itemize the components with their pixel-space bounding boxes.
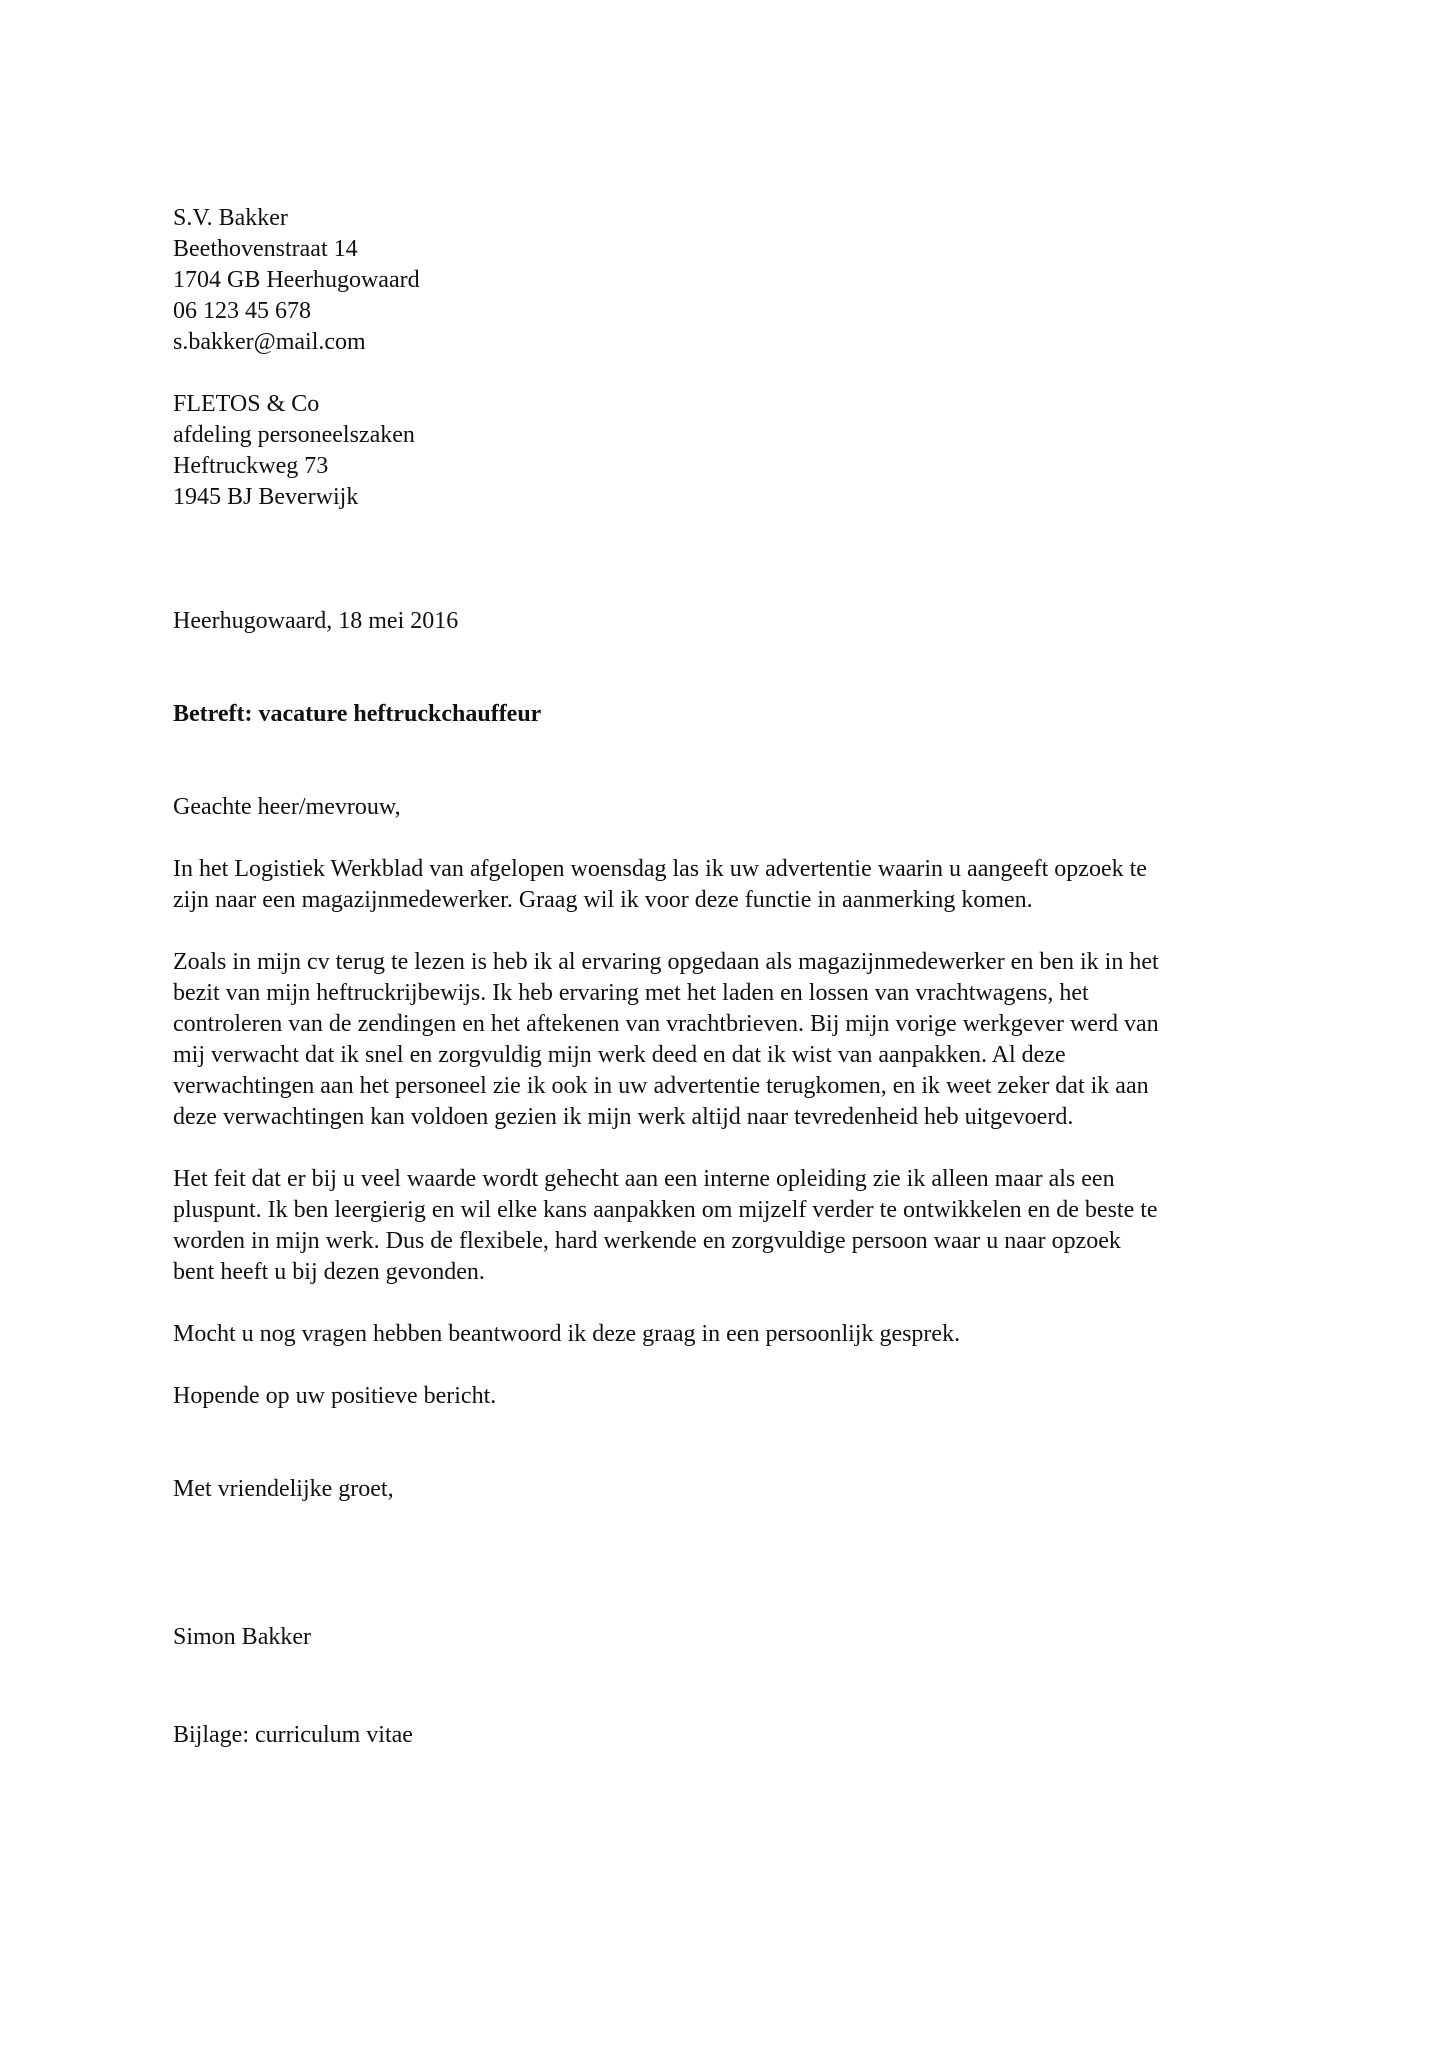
recipient-company: FLETOS & Co: [173, 391, 320, 417]
recipient-postal-city: 1945 BJ Beverwijk: [173, 484, 359, 510]
paragraph-line: bent heeft u bij dezen gevonden.: [173, 1259, 485, 1285]
signature: [173, 1622, 1293, 1653]
paragraph-line: Zoals in mijn cv terug te lezen is heb ik al ervaring opgedaan als magazijnmedewerker en ben ik in het: [173, 949, 1159, 975]
paragraph-line: In het Logistiek Werkblad van afgelopen woensdag las ik uw advertentie waarin u aangeeft opzoek te: [173, 856, 1147, 882]
sender-name: S.V. Bakker: [173, 205, 288, 231]
paragraph-line: zijn naar een magazijnmedewerker. Graag wil ik voor deze functie in aanmerking komen.: [173, 887, 1033, 913]
place-date-text: Heerhugowaard, 18 mei 2016: [173, 608, 459, 634]
attachment-text: Bijlage: curriculum vitae: [173, 1722, 413, 1748]
paragraph-line: controleren van de zendingen en het aftekenen van vrachtbrieven. Bij mijn vorige werkgever werd van: [173, 1011, 1159, 1037]
place-date: [173, 606, 1293, 637]
paragraph-line: worden in mijn werk. Dus de flexibele, hard werkende en zorgvuldige persoon waar u naar opzoek: [173, 1228, 1121, 1254]
closing-text: Met vriendelijke groet,: [173, 1476, 394, 1502]
subject-text: Betreft: vacature heftruckchauffeur: [173, 701, 542, 727]
paragraph-line: Het feit dat er bij u veel waarde wordt gehecht aan een interne opleiding zie ik alleen maar als een: [173, 1166, 1115, 1192]
paragraph-line: pluspunt. Ik ben leergierig en wil elke kans aanpakken om mijzelf verder te ontwikkelen en de beste te: [173, 1197, 1158, 1223]
recipient-address: [173, 389, 1293, 513]
recipient-street: Heftruckweg 73: [173, 453, 329, 479]
paragraph-1: [173, 854, 1293, 916]
sender-phone: 06 123 45 678: [173, 298, 311, 324]
recipient-department: afdeling personeelszaken: [173, 422, 415, 448]
paragraph-line: Mocht u nog vragen hebben beantwoord ik deze graag in een persoonlijk gesprek.: [173, 1321, 961, 1347]
paragraph-line: verwachtingen aan het personeel zie ik ook in uw advertentie terugkomen, en ik weet zeker dat ik aan: [173, 1073, 1149, 1099]
salutation: [173, 792, 1293, 823]
paragraph-line: mij verwacht dat ik snel en zorgvuldig mijn werk deed en dat ik wist van aanpakken. Al deze: [173, 1042, 1066, 1068]
closing: [173, 1474, 1293, 1505]
subject-line: [173, 699, 1293, 730]
salutation-text: Geachte heer/mevrouw,: [173, 794, 401, 820]
paragraph-line: Hopende op uw positieve bericht.: [173, 1383, 497, 1409]
sender-street: Beethovenstraat 14: [173, 236, 358, 262]
signature-name: Simon Bakker: [173, 1624, 311, 1650]
sender-email: s.bakker@mail.com: [173, 329, 366, 355]
paragraph-line: deze verwachtingen kan voldoen gezien ik mijn werk altijd naar tevredenheid heb uitgevoerd.: [173, 1104, 1074, 1130]
sender-address: [173, 203, 1293, 358]
paragraph-2: [173, 947, 1293, 1133]
attachment: [173, 1720, 1293, 1751]
paragraph-line: bezit van mijn heftruckrijbewijs. Ik heb ervaring met het laden en lossen van vrachtwagens, het: [173, 980, 1089, 1006]
sender-postal-city: 1704 GB Heerhugowaard: [173, 267, 420, 293]
paragraph-4: [173, 1319, 1293, 1350]
paragraph-3: [173, 1164, 1293, 1288]
paragraph-5: [173, 1381, 1293, 1412]
